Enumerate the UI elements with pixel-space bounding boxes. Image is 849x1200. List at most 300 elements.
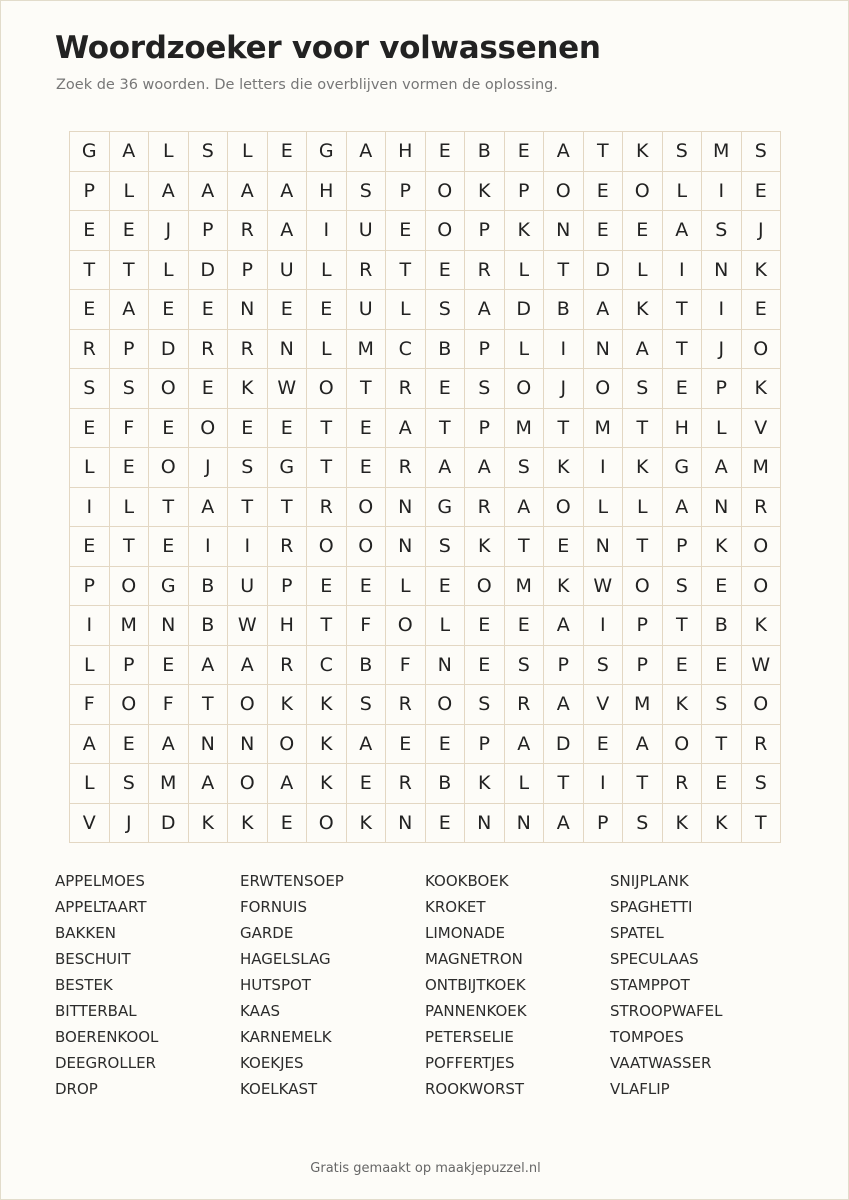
grid-cell[interactable]: L — [228, 132, 268, 172]
grid-cell[interactable]: A — [465, 290, 505, 330]
grid-cell[interactable]: F — [110, 409, 150, 449]
grid-cell[interactable]: K — [623, 290, 663, 330]
grid-cell[interactable]: O — [110, 567, 150, 607]
grid-cell[interactable]: T — [544, 251, 584, 291]
grid-cell[interactable]: R — [386, 448, 426, 488]
grid-cell[interactable]: L — [386, 567, 426, 607]
grid-cell[interactable]: P — [623, 646, 663, 686]
grid-cell[interactable]: F — [347, 606, 387, 646]
grid-cell[interactable]: O — [307, 369, 347, 409]
grid-cell[interactable]: E — [386, 211, 426, 251]
grid-cell[interactable]: E — [268, 132, 308, 172]
grid-cell[interactable]: A — [228, 172, 268, 212]
grid-cell[interactable]: P — [663, 527, 703, 567]
grid-cell[interactable]: A — [70, 725, 110, 765]
grid-cell[interactable]: R — [70, 330, 110, 370]
grid-cell[interactable]: K — [465, 172, 505, 212]
grid-cell[interactable]: I — [584, 448, 624, 488]
grid-cell[interactable]: L — [584, 488, 624, 528]
grid-cell[interactable]: E — [505, 132, 545, 172]
grid-cell[interactable]: A — [544, 804, 584, 844]
grid-cell[interactable]: U — [228, 567, 268, 607]
grid-cell[interactable]: O — [742, 527, 782, 567]
grid-cell[interactable]: J — [702, 330, 742, 370]
grid-cell[interactable]: P — [702, 369, 742, 409]
grid-cell[interactable]: T — [268, 488, 308, 528]
grid-cell[interactable]: N — [386, 527, 426, 567]
grid-cell[interactable]: T — [426, 409, 466, 449]
grid-cell[interactable]: F — [386, 646, 426, 686]
grid-cell[interactable]: O — [228, 685, 268, 725]
grid-cell[interactable]: S — [663, 132, 703, 172]
grid-cell[interactable]: E — [110, 211, 150, 251]
grid-cell[interactable]: E — [584, 211, 624, 251]
grid-cell[interactable]: S — [347, 172, 387, 212]
grid-cell[interactable]: L — [623, 251, 663, 291]
grid-cell[interactable]: T — [742, 804, 782, 844]
grid-cell[interactable]: R — [742, 725, 782, 765]
grid-cell[interactable]: O — [505, 369, 545, 409]
grid-cell[interactable]: E — [426, 251, 466, 291]
grid-cell[interactable]: E — [70, 211, 110, 251]
grid-cell[interactable]: M — [505, 409, 545, 449]
grid-cell[interactable]: L — [110, 488, 150, 528]
grid-cell[interactable]: S — [465, 685, 505, 725]
grid-cell[interactable]: S — [189, 132, 229, 172]
grid-cell[interactable]: T — [307, 409, 347, 449]
grid-cell[interactable]: E — [426, 132, 466, 172]
grid-cell[interactable]: L — [307, 330, 347, 370]
grid-cell[interactable]: S — [426, 527, 466, 567]
grid-cell[interactable]: M — [347, 330, 387, 370]
grid-cell[interactable]: N — [228, 290, 268, 330]
grid-cell[interactable]: E — [465, 606, 505, 646]
grid-cell[interactable]: A — [189, 488, 229, 528]
grid-cell[interactable]: N — [465, 804, 505, 844]
grid-cell[interactable]: P — [386, 172, 426, 212]
grid-cell[interactable]: I — [307, 211, 347, 251]
grid-cell[interactable]: I — [663, 251, 703, 291]
grid-cell[interactable]: A — [110, 132, 150, 172]
grid-cell[interactable]: L — [505, 764, 545, 804]
grid-cell[interactable]: E — [347, 448, 387, 488]
grid-cell[interactable]: P — [505, 172, 545, 212]
grid-cell[interactable]: W — [228, 606, 268, 646]
grid-cell[interactable]: S — [426, 290, 466, 330]
grid-cell[interactable]: E — [149, 290, 189, 330]
grid-cell[interactable]: I — [702, 172, 742, 212]
grid-cell[interactable]: O — [623, 172, 663, 212]
grid-cell[interactable]: D — [189, 251, 229, 291]
grid-cell[interactable]: P — [584, 804, 624, 844]
grid-cell[interactable]: E — [426, 369, 466, 409]
grid-cell[interactable]: P — [189, 211, 229, 251]
grid-cell[interactable]: P — [70, 172, 110, 212]
grid-cell[interactable]: E — [268, 804, 308, 844]
grid-cell[interactable]: P — [465, 409, 505, 449]
grid-cell[interactable]: W — [742, 646, 782, 686]
grid-cell[interactable]: A — [544, 606, 584, 646]
grid-cell[interactable]: A — [268, 211, 308, 251]
grid-cell[interactable]: K — [307, 725, 347, 765]
grid-cell[interactable]: O — [584, 369, 624, 409]
grid-cell[interactable]: R — [742, 488, 782, 528]
grid-cell[interactable]: T — [623, 409, 663, 449]
grid-cell[interactable]: L — [149, 132, 189, 172]
grid-cell[interactable]: T — [702, 725, 742, 765]
grid-cell[interactable]: K — [465, 527, 505, 567]
grid-cell[interactable]: A — [268, 172, 308, 212]
grid-cell[interactable]: R — [465, 251, 505, 291]
grid-cell[interactable]: T — [228, 488, 268, 528]
grid-cell[interactable]: G — [307, 132, 347, 172]
grid-cell[interactable]: V — [584, 685, 624, 725]
grid-cell[interactable]: O — [386, 606, 426, 646]
grid-cell[interactable]: L — [505, 251, 545, 291]
grid-cell[interactable]: S — [623, 369, 663, 409]
grid-cell[interactable]: R — [347, 251, 387, 291]
grid-cell[interactable]: V — [742, 409, 782, 449]
grid-cell[interactable]: A — [149, 725, 189, 765]
grid-cell[interactable]: H — [386, 132, 426, 172]
grid-cell[interactable]: K — [742, 606, 782, 646]
grid-cell[interactable]: K — [505, 211, 545, 251]
grid-cell[interactable]: R — [663, 764, 703, 804]
grid-cell[interactable]: N — [544, 211, 584, 251]
grid-cell[interactable]: T — [663, 330, 703, 370]
grid-cell[interactable]: N — [702, 251, 742, 291]
grid-cell[interactable]: I — [584, 764, 624, 804]
grid-cell[interactable]: B — [189, 567, 229, 607]
grid-cell[interactable]: G — [268, 448, 308, 488]
grid-cell[interactable]: P — [268, 567, 308, 607]
grid-cell[interactable]: O — [426, 211, 466, 251]
grid-cell[interactable]: B — [465, 132, 505, 172]
grid-cell[interactable]: G — [663, 448, 703, 488]
grid-cell[interactable]: E — [584, 725, 624, 765]
grid-cell[interactable]: L — [149, 251, 189, 291]
grid-cell[interactable]: O — [347, 527, 387, 567]
grid-cell[interactable]: P — [465, 725, 505, 765]
grid-cell[interactable]: K — [702, 804, 742, 844]
grid-cell[interactable]: K — [663, 685, 703, 725]
grid-cell[interactable]: S — [584, 646, 624, 686]
grid-cell[interactable]: F — [149, 685, 189, 725]
grid-cell[interactable]: T — [663, 290, 703, 330]
grid-cell[interactable]: T — [110, 251, 150, 291]
grid-cell[interactable]: K — [623, 448, 663, 488]
grid-cell[interactable]: S — [702, 685, 742, 725]
grid-cell[interactable]: M — [623, 685, 663, 725]
grid-cell[interactable]: E — [110, 448, 150, 488]
grid-cell[interactable]: M — [505, 567, 545, 607]
grid-cell[interactable]: A — [544, 685, 584, 725]
grid-cell[interactable]: L — [426, 606, 466, 646]
grid-cell[interactable]: K — [465, 764, 505, 804]
grid-cell[interactable]: H — [268, 606, 308, 646]
grid-cell[interactable]: P — [110, 646, 150, 686]
grid-cell[interactable]: D — [544, 725, 584, 765]
grid-cell[interactable]: K — [544, 448, 584, 488]
grid-cell[interactable]: J — [189, 448, 229, 488]
grid-cell[interactable]: K — [347, 804, 387, 844]
grid-cell[interactable]: O — [347, 488, 387, 528]
grid-cell[interactable]: J — [110, 804, 150, 844]
grid-cell[interactable]: O — [742, 685, 782, 725]
grid-cell[interactable]: L — [70, 646, 110, 686]
grid-cell[interactable]: E — [702, 567, 742, 607]
grid-cell[interactable]: B — [426, 330, 466, 370]
grid-cell[interactable]: A — [623, 725, 663, 765]
grid-cell[interactable]: K — [228, 369, 268, 409]
grid-cell[interactable]: T — [149, 488, 189, 528]
grid-cell[interactable]: H — [307, 172, 347, 212]
grid-cell[interactable]: R — [386, 685, 426, 725]
grid-cell[interactable]: A — [386, 409, 426, 449]
grid-cell[interactable]: I — [70, 488, 110, 528]
grid-cell[interactable]: R — [228, 211, 268, 251]
grid-cell[interactable]: E — [663, 369, 703, 409]
grid-cell[interactable]: R — [386, 369, 426, 409]
grid-cell[interactable]: K — [742, 251, 782, 291]
grid-cell[interactable]: O — [149, 448, 189, 488]
grid-cell[interactable]: L — [307, 251, 347, 291]
grid-cell[interactable]: E — [426, 804, 466, 844]
grid-cell[interactable]: L — [70, 764, 110, 804]
grid-cell[interactable]: A — [702, 448, 742, 488]
grid-cell[interactable]: N — [228, 725, 268, 765]
grid-cell[interactable]: E — [110, 725, 150, 765]
grid-cell[interactable]: B — [347, 646, 387, 686]
grid-cell[interactable]: L — [702, 409, 742, 449]
grid-cell[interactable]: T — [584, 132, 624, 172]
grid-cell[interactable]: U — [347, 290, 387, 330]
grid-cell[interactable]: O — [623, 567, 663, 607]
grid-cell[interactable]: O — [544, 172, 584, 212]
grid-cell[interactable]: K — [228, 804, 268, 844]
grid-cell[interactable]: S — [110, 764, 150, 804]
grid-cell[interactable]: O — [663, 725, 703, 765]
grid-cell[interactable]: E — [544, 527, 584, 567]
grid-cell[interactable]: I — [228, 527, 268, 567]
grid-cell[interactable]: M — [584, 409, 624, 449]
grid-cell[interactable]: E — [663, 646, 703, 686]
grid-cell[interactable]: T — [189, 685, 229, 725]
grid-cell[interactable]: T — [663, 606, 703, 646]
grid-cell[interactable]: S — [623, 804, 663, 844]
grid-cell[interactable]: D — [505, 290, 545, 330]
grid-cell[interactable]: S — [347, 685, 387, 725]
grid-cell[interactable]: B — [426, 764, 466, 804]
grid-cell[interactable]: E — [70, 527, 110, 567]
grid-cell[interactable]: R — [268, 527, 308, 567]
grid-cell[interactable]: S — [663, 567, 703, 607]
grid-cell[interactable]: A — [149, 172, 189, 212]
grid-cell[interactable]: T — [307, 606, 347, 646]
grid-cell[interactable]: R — [307, 488, 347, 528]
grid-cell[interactable]: N — [584, 527, 624, 567]
grid-cell[interactable]: E — [386, 725, 426, 765]
grid-cell[interactable]: U — [347, 211, 387, 251]
grid-cell[interactable]: F — [70, 685, 110, 725]
grid-cell[interactable]: N — [268, 330, 308, 370]
grid-cell[interactable]: E — [505, 606, 545, 646]
grid-cell[interactable]: E — [268, 290, 308, 330]
grid-cell[interactable]: J — [149, 211, 189, 251]
grid-cell[interactable]: G — [149, 567, 189, 607]
grid-cell[interactable]: E — [228, 409, 268, 449]
grid-cell[interactable]: P — [465, 211, 505, 251]
grid-cell[interactable]: V — [70, 804, 110, 844]
grid-cell[interactable]: R — [505, 685, 545, 725]
grid-cell[interactable]: S — [228, 448, 268, 488]
grid-cell[interactable]: A — [189, 646, 229, 686]
grid-cell[interactable]: I — [702, 290, 742, 330]
grid-cell[interactable]: T — [386, 251, 426, 291]
grid-cell[interactable]: T — [623, 764, 663, 804]
grid-cell[interactable]: I — [584, 606, 624, 646]
grid-cell[interactable]: D — [149, 804, 189, 844]
grid-cell[interactable]: S — [742, 132, 782, 172]
grid-cell[interactable]: O — [742, 567, 782, 607]
grid-cell[interactable]: U — [268, 251, 308, 291]
grid-cell[interactable]: S — [505, 646, 545, 686]
grid-cell[interactable]: G — [70, 132, 110, 172]
grid-cell[interactable]: E — [307, 290, 347, 330]
grid-cell[interactable]: N — [584, 330, 624, 370]
grid-cell[interactable]: W — [584, 567, 624, 607]
grid-cell[interactable]: S — [465, 369, 505, 409]
grid-cell[interactable]: E — [702, 764, 742, 804]
grid-cell[interactable]: B — [189, 606, 229, 646]
grid-cell[interactable]: O — [307, 804, 347, 844]
grid-cell[interactable]: A — [347, 132, 387, 172]
grid-cell[interactable]: E — [149, 646, 189, 686]
grid-cell[interactable]: T — [623, 527, 663, 567]
grid-cell[interactable]: E — [623, 211, 663, 251]
grid-cell[interactable]: E — [426, 567, 466, 607]
grid-cell[interactable]: T — [505, 527, 545, 567]
grid-cell[interactable]: M — [110, 606, 150, 646]
grid-cell[interactable]: A — [426, 448, 466, 488]
grid-cell[interactable]: P — [623, 606, 663, 646]
grid-cell[interactable]: A — [347, 725, 387, 765]
grid-cell[interactable]: A — [228, 646, 268, 686]
grid-cell[interactable]: L — [70, 448, 110, 488]
grid-cell[interactable]: A — [623, 330, 663, 370]
grid-cell[interactable]: K — [663, 804, 703, 844]
grid-cell[interactable]: T — [307, 448, 347, 488]
grid-cell[interactable]: L — [110, 172, 150, 212]
grid-cell[interactable]: P — [465, 330, 505, 370]
grid-cell[interactable]: O — [228, 764, 268, 804]
grid-cell[interactable]: O — [426, 172, 466, 212]
grid-cell[interactable]: K — [307, 685, 347, 725]
grid-cell[interactable]: E — [70, 409, 110, 449]
grid-cell[interactable]: W — [268, 369, 308, 409]
grid-cell[interactable]: O — [268, 725, 308, 765]
grid-cell[interactable]: B — [544, 290, 584, 330]
grid-cell[interactable]: N — [426, 646, 466, 686]
grid-cell[interactable]: S — [110, 369, 150, 409]
grid-cell[interactable]: A — [584, 290, 624, 330]
grid-cell[interactable]: D — [149, 330, 189, 370]
grid-cell[interactable]: T — [544, 764, 584, 804]
grid-cell[interactable]: A — [465, 448, 505, 488]
grid-cell[interactable]: E — [149, 409, 189, 449]
grid-cell[interactable]: O — [465, 567, 505, 607]
grid-cell[interactable]: K — [742, 369, 782, 409]
grid-cell[interactable]: G — [426, 488, 466, 528]
grid-cell[interactable]: P — [544, 646, 584, 686]
grid-cell[interactable]: R — [268, 646, 308, 686]
grid-cell[interactable]: E — [70, 290, 110, 330]
grid-cell[interactable]: E — [149, 527, 189, 567]
grid-cell[interactable]: K — [307, 764, 347, 804]
grid-cell[interactable]: N — [189, 725, 229, 765]
grid-cell[interactable]: E — [347, 409, 387, 449]
grid-cell[interactable]: K — [544, 567, 584, 607]
grid-cell[interactable]: N — [149, 606, 189, 646]
grid-cell[interactable]: E — [742, 172, 782, 212]
grid-cell[interactable]: E — [189, 369, 229, 409]
grid-cell[interactable]: J — [742, 211, 782, 251]
grid-cell[interactable]: N — [386, 804, 426, 844]
grid-cell[interactable]: R — [189, 330, 229, 370]
grid-cell[interactable]: L — [663, 172, 703, 212]
grid-cell[interactable]: A — [505, 725, 545, 765]
grid-cell[interactable]: M — [702, 132, 742, 172]
grid-cell[interactable]: R — [386, 764, 426, 804]
grid-cell[interactable]: E — [189, 290, 229, 330]
grid-cell[interactable]: L — [505, 330, 545, 370]
grid-cell[interactable]: B — [702, 606, 742, 646]
grid-cell[interactable]: O — [189, 409, 229, 449]
grid-cell[interactable]: I — [70, 606, 110, 646]
grid-cell[interactable]: A — [544, 132, 584, 172]
grid-cell[interactable]: E — [268, 409, 308, 449]
grid-cell[interactable]: A — [189, 764, 229, 804]
grid-cell[interactable]: A — [505, 488, 545, 528]
grid-cell[interactable]: N — [386, 488, 426, 528]
grid-cell[interactable]: S — [742, 764, 782, 804]
grid-cell[interactable]: A — [110, 290, 150, 330]
grid-cell[interactable]: E — [702, 646, 742, 686]
grid-cell[interactable]: E — [307, 567, 347, 607]
grid-cell[interactable]: A — [189, 172, 229, 212]
grid-cell[interactable]: M — [149, 764, 189, 804]
grid-cell[interactable]: R — [228, 330, 268, 370]
grid-cell[interactable]: O — [742, 330, 782, 370]
grid-cell[interactable]: C — [386, 330, 426, 370]
grid-cell[interactable]: S — [70, 369, 110, 409]
grid-cell[interactable]: K — [702, 527, 742, 567]
grid-cell[interactable]: M — [742, 448, 782, 488]
grid-cell[interactable]: E — [465, 646, 505, 686]
grid-cell[interactable]: R — [465, 488, 505, 528]
grid-cell[interactable]: E — [347, 764, 387, 804]
grid-cell[interactable]: A — [268, 764, 308, 804]
grid-cell[interactable]: L — [623, 488, 663, 528]
grid-cell[interactable]: I — [544, 330, 584, 370]
grid-cell[interactable]: E — [426, 725, 466, 765]
grid-cell[interactable]: K — [623, 132, 663, 172]
grid-cell[interactable]: K — [268, 685, 308, 725]
grid-cell[interactable]: N — [505, 804, 545, 844]
grid-cell[interactable]: O — [426, 685, 466, 725]
grid-cell[interactable]: P — [110, 330, 150, 370]
grid-cell[interactable]: N — [702, 488, 742, 528]
